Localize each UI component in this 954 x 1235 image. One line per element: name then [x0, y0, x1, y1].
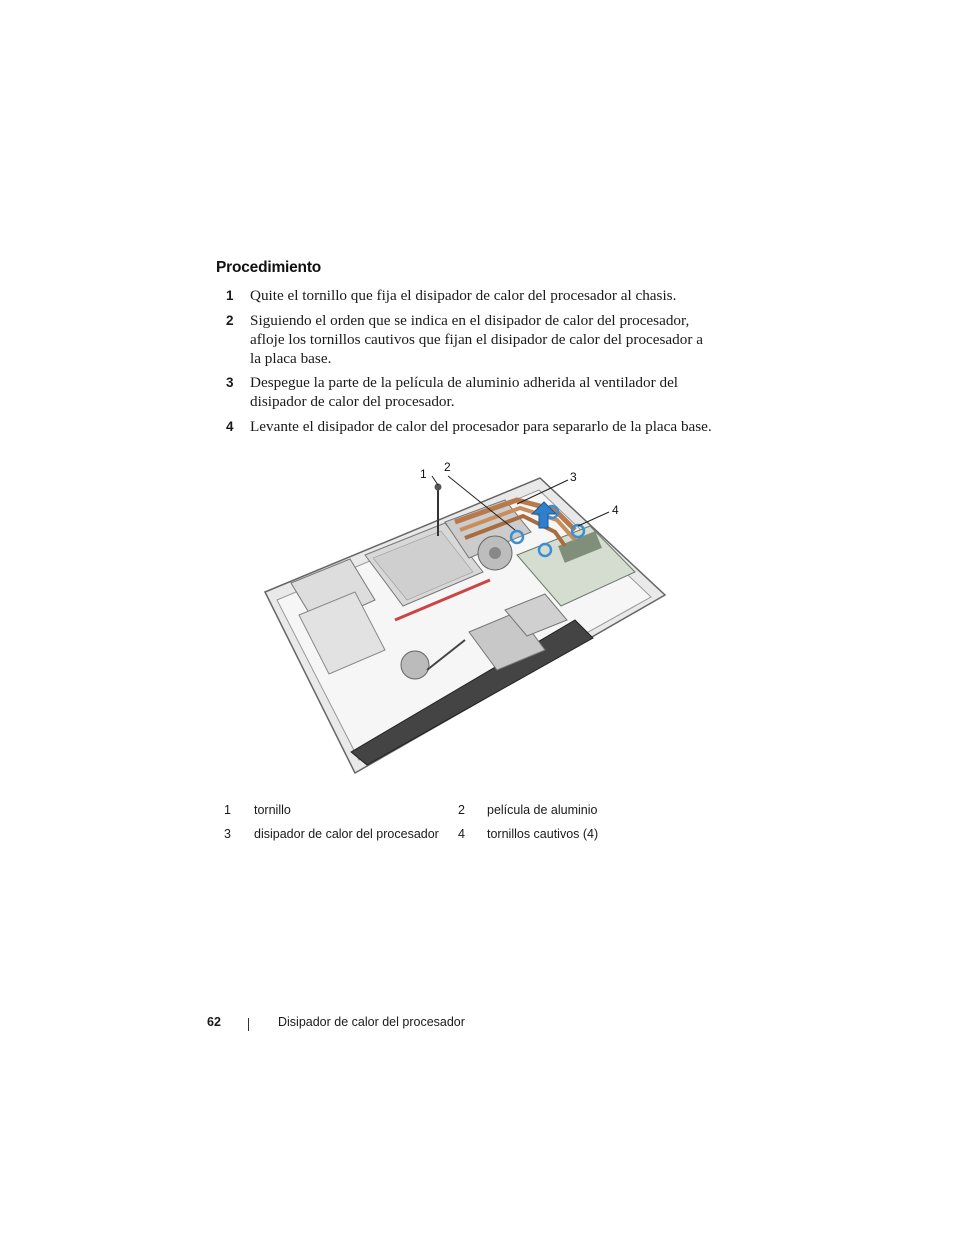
- step-number: 2: [226, 313, 234, 328]
- legend-number: 2: [458, 803, 465, 817]
- step-line: la placa base.: [250, 350, 332, 367]
- legend-label: tornillos cautivos (4): [487, 827, 599, 841]
- step-line: afloje los tornillos cautivos que fijan el disipador de calor del procesador a: [250, 331, 703, 348]
- footer-divider: [248, 1018, 249, 1031]
- legend-number: 4: [458, 827, 465, 841]
- step-number: 4: [226, 419, 234, 434]
- step-text: Levante el disipador de calor del procesador para separarlo de la placa base.: [250, 418, 712, 435]
- step-number: 3: [226, 375, 234, 390]
- callout-2: 2: [444, 460, 451, 474]
- step-text: [250, 311, 728, 368]
- heatsink-illustration: [255, 460, 675, 780]
- page-number: 62: [207, 1015, 221, 1029]
- legend-label: película de aluminio: [487, 803, 598, 817]
- step-line: disipador de calor del procesador.: [250, 393, 455, 410]
- footer-title: Disipador de calor del procesador: [278, 1015, 465, 1029]
- step-text: Quite el tornillo que fija el disipador de calor del procesador al chasis.: [250, 287, 677, 304]
- callout-3: 3: [570, 470, 577, 484]
- step-line: Despegue la parte de la película de aluminio adherida al ventilador del: [250, 374, 679, 391]
- legend-number: 3: [224, 827, 231, 841]
- callout-1: 1: [420, 467, 427, 481]
- legend-label: disipador de calor del procesador: [254, 827, 439, 841]
- callout-4: 4: [612, 503, 619, 517]
- section-heading: Procedimiento: [216, 259, 322, 276]
- step-text: [250, 373, 728, 411]
- step-line: Siguiendo el orden que se indica en el disipador de calor del procesador,: [250, 312, 690, 329]
- legend-label: tornillo: [254, 803, 291, 817]
- step-number: 1: [226, 288, 234, 303]
- legend-number: 1: [224, 803, 231, 817]
